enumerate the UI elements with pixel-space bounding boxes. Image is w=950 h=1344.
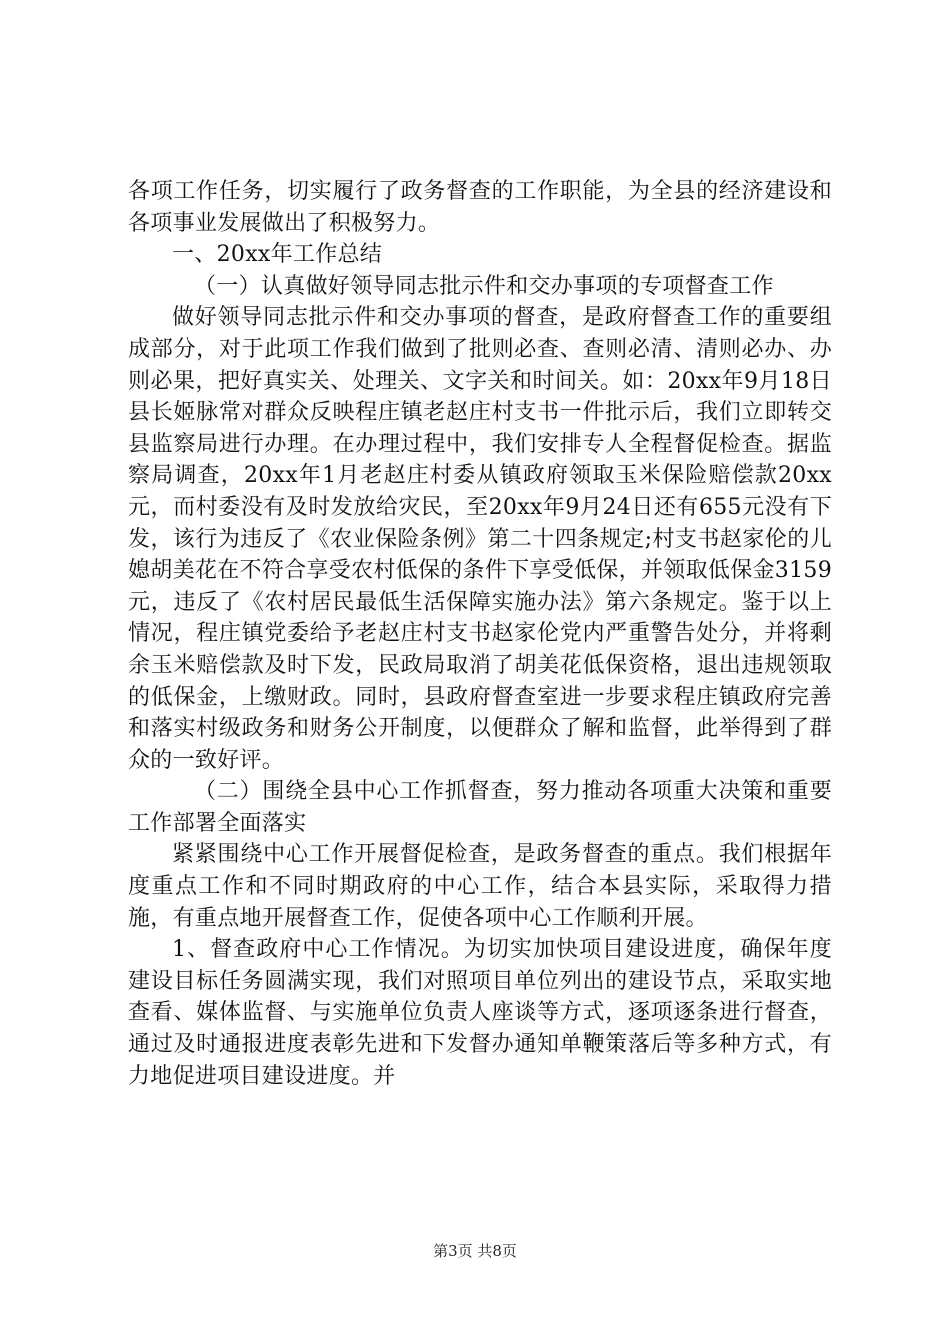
paragraph-body-1: 做好领导同志批示件和交办事项的督查，是政府督查工作的重要组成部分，对于此项工作我们做到了批则必查、查则必清、清则必办、办则必果，把好真实关、处理关、文字关和时间关。如：20xx年9月18日县长姬脉常对群众反映程庄镇老赵庄村支书一件批示后，我们立即转交县监察局进行办理。在办理过程中，我们安排专人全程督促检查。据监察局调查，20xx年1月老赵庄村委从镇政府领取玉米保险赔偿款20xx元，而村委没有及时发放给灾民，至20xx年9月24日还有655元没有下发，该行为违反了《农业保险条例》第二十四条规定;村支书赵家伦的儿媳胡美花在不符合享受农村低保的条件下享受低保，并领取低保金3159元，违反了《农村居民最低生活保障实施办法》第六条规定。鉴于以上情况，程庄镇党委给予老赵庄村支书赵家伦党内严重警告处分，并将剩余玉米赔偿款及时下发，民政局取消了胡美花低保资格，退出违规领取的低保金，上缴财政。同时，县政府督查室进一步要求程庄镇政府完善和落实村级政务和财务公开制度，以便群众了解和监督，此举得到了群众的一致好评。 [128,305,832,773]
subsection-heading-1: （一）认真做好领导同志批示件和交办事项的专项督查工作 [194,273,774,299]
section-heading: 一、20xx年工作总结 [172,242,383,268]
page-footer: 第3页 共8页 [433,1242,517,1260]
document-body [128,176,832,1092]
paragraph-body-2: 紧紧围绕中心工作开展督促检查，是政务督查的重点。我们根据年度重点工作和不同时期政府的中心工作，结合本县实际，采取得力措施，有重点地开展督查工作，促使各项中心工作顺利开展。 [128,842,832,931]
paragraph-intro: 各项工作任务，切实履行了政务督查的工作职能，为全县的经济建设和各项事业发展做出了积极努力。 [128,179,832,236]
paragraph-body-3: 1、督查政府中心工作情况。为切实加快项目建设进度，确保年度建设目标任务圆满实现，我们对照项目单位列出的建设节点，采取实地查看、媒体监督、与实施单位负责人座谈等方式，逐项逐条进行督查，通过及时通报进度表彰先进和下发督办通知单鞭策落后等多种方式，有力地促进项目建设进度。并 [128,937,832,1089]
subsection-heading-2: （二）围绕全县中心工作抓督查，努力推动各项重大决策和重要工作部署全面落实 [128,779,832,836]
